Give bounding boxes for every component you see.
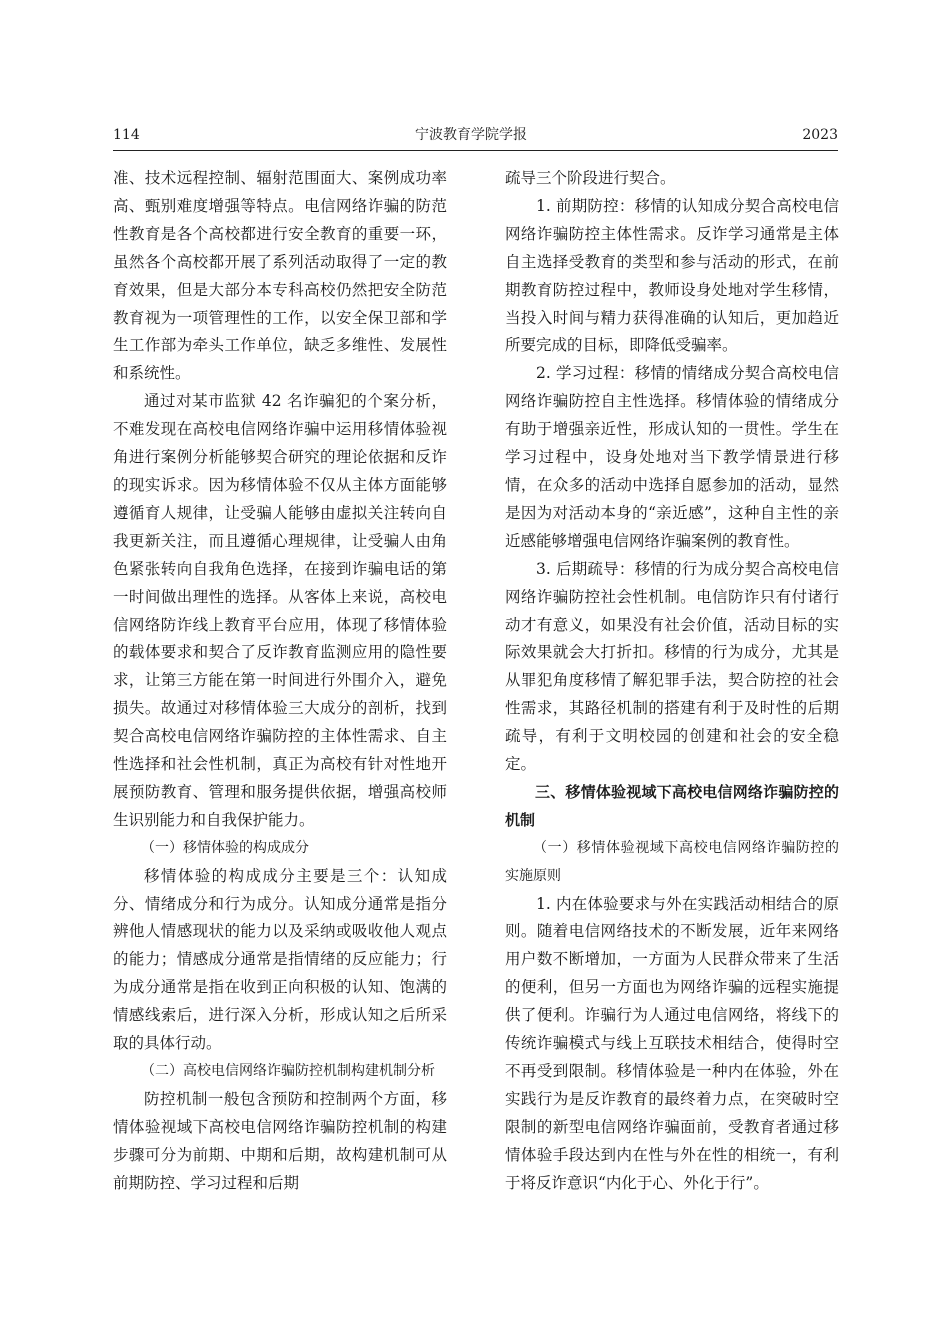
right-column <box>505 165 839 1198</box>
paragraph: 2. 学习过程：移情的情绪成分契合高校电信网络诈骗防控自主性选择。移情体验的情绪成分有助于增强亲近性，形成认知的一贯性。学生在学习过程中，设身处地对当下教学情景进行移情，在众多的活动中选择自愿参加的活动，显然是因为对活动本身的“亲近感”，这种自主性的亲近感能够增强电信网络诈骗案例的教育性。 <box>505 364 839 550</box>
section-heading: 三、移情体验视域下高校电信网络诈骗防控的机制 <box>505 782 839 829</box>
left-column <box>113 165 447 1198</box>
paragraph: 移情体验的构成成分主要是三个：认知成分、情绪成分和行为成分。认知成分通常是指分辨他人情感现状的能力以及采纳或吸收他人观点的能力；情感成分通常是指情绪的反应能力；行为成分通常是指在收到正向积极的认知、饱满的情感线索后，进行深入分析，形成认知之后所采取的具体行动。 <box>113 866 447 1053</box>
publication-year: 2023 <box>802 127 838 143</box>
journal-title: 宁波教育学院学报 <box>415 127 528 143</box>
paragraph: 准、技术远程控制、辐射范围面大、案例成功率高、甄别难度增强等特点。电信网络诈骗的防范性教育是各个高校都进行安全教育的重要一环，虽然各个高校都开展了系列活动取得了一定的教育效果，但是大部分本专科高校仍然把安全防范教育视为一项管理性的工作，以安全保卫部和学生工作部为牵头工作单位，缺乏多维性、发展性和系统性。 <box>113 169 447 383</box>
paragraph: 通过对某市监狱 42 名诈骗犯的个案分析，不难发现在高校电信网络诈骗中运用移情体验视角进行案例分析能够契合研究的理论依据和反诈的现实诉求。因为移情体验不仅从主体方面能够遵循育人规律，让受骗人能够由虚拟关注转向自我更新关注，而且遵循心理规律，让受骗人由角色紧张转向自我角色选择，在接到诈骗电话的第一时间做出理性的选择。从客体上来说，高校电信网络防诈线上教育平台应用，体现了移情体验的载体要求和契合了反诈教育监测应用的隐性要求，让第三方能在第一时间进行外围介入，避免损失。故通过对移情体验三大成分的剖析，找到契合高校电信网络诈骗防控的主体性需求、自主性选择和社会性机制，真正为高校有针对性地开展预防教育、管理和服务提供依据，增强高校师生识别能力和自我保护能力。 <box>113 392 447 829</box>
paragraph: 1. 前期防控：移情的认知成分契合高校电信网络诈骗防控主体性需求。反诈学习通常是主体自主选择受教育的类型和参与活动的形式，在前期教育防控过程中，教师设身处地对学生移情，当投入时间与精力获得准确的认知后，更加趋近所要完成的目标，即降低受骗率。 <box>505 196 839 355</box>
paragraph: 1. 内在体验要求与外在实践活动相结合的原则。随着电信网络技术的不断发展，近年来网络用户数不断增加，一方面为人民群众带来了生活的便利，但另一方面也为网络诈骗的远程实施提供了便利。诈骗行为人通过电信网络，将线下的传统诈骗模式与线上互联技术相结合，使得时空不再受到限制。移情体验是一种内在体验，外在实践行为是反诈教育的最终着力点，在突破时空限制的新型电信网络诈骗面前，受教育者通过移情体验手段达到内在性与外在性的相统一，有利于将反诈意识“内化于心、外化于行”。 <box>505 894 839 1192</box>
paragraph: 3. 后期疏导：移情的行为成分契合高校电信网络诈骗防控社会性机制。电信防诈只有付诸行动才有意义，如果没有社会价值，活动目标的实际效果就会大打折扣。移情的行为成分，尤其是从罪犯角度移情了解犯罪手法，契合防控的社会性需求，其路径机制的搭建有利于及时性的后期疏导，有利于文明校园的创建和社会的安全稳定。 <box>505 559 839 774</box>
running-header <box>113 125 838 151</box>
paragraph: 疏导三个阶段进行契合。 <box>505 169 676 187</box>
paragraph: 防控机制一般包含预防和控制两个方面，移情体验视域下高校电信网络诈骗防控机制的构建步骤可分为前期、中期和后期，故构建机制可从前期防控、学习过程和后期 <box>113 1089 447 1192</box>
subsection-heading: （一）移情体验的构成成分 <box>141 839 309 856</box>
page-number: 114 <box>113 127 140 143</box>
subsection-heading: （一）移情体验视域下高校电信网络诈骗防控的实施原则 <box>505 839 839 884</box>
subsection-heading: （二）高校电信网络诈骗防控机制构建机制分析 <box>141 1063 435 1079</box>
